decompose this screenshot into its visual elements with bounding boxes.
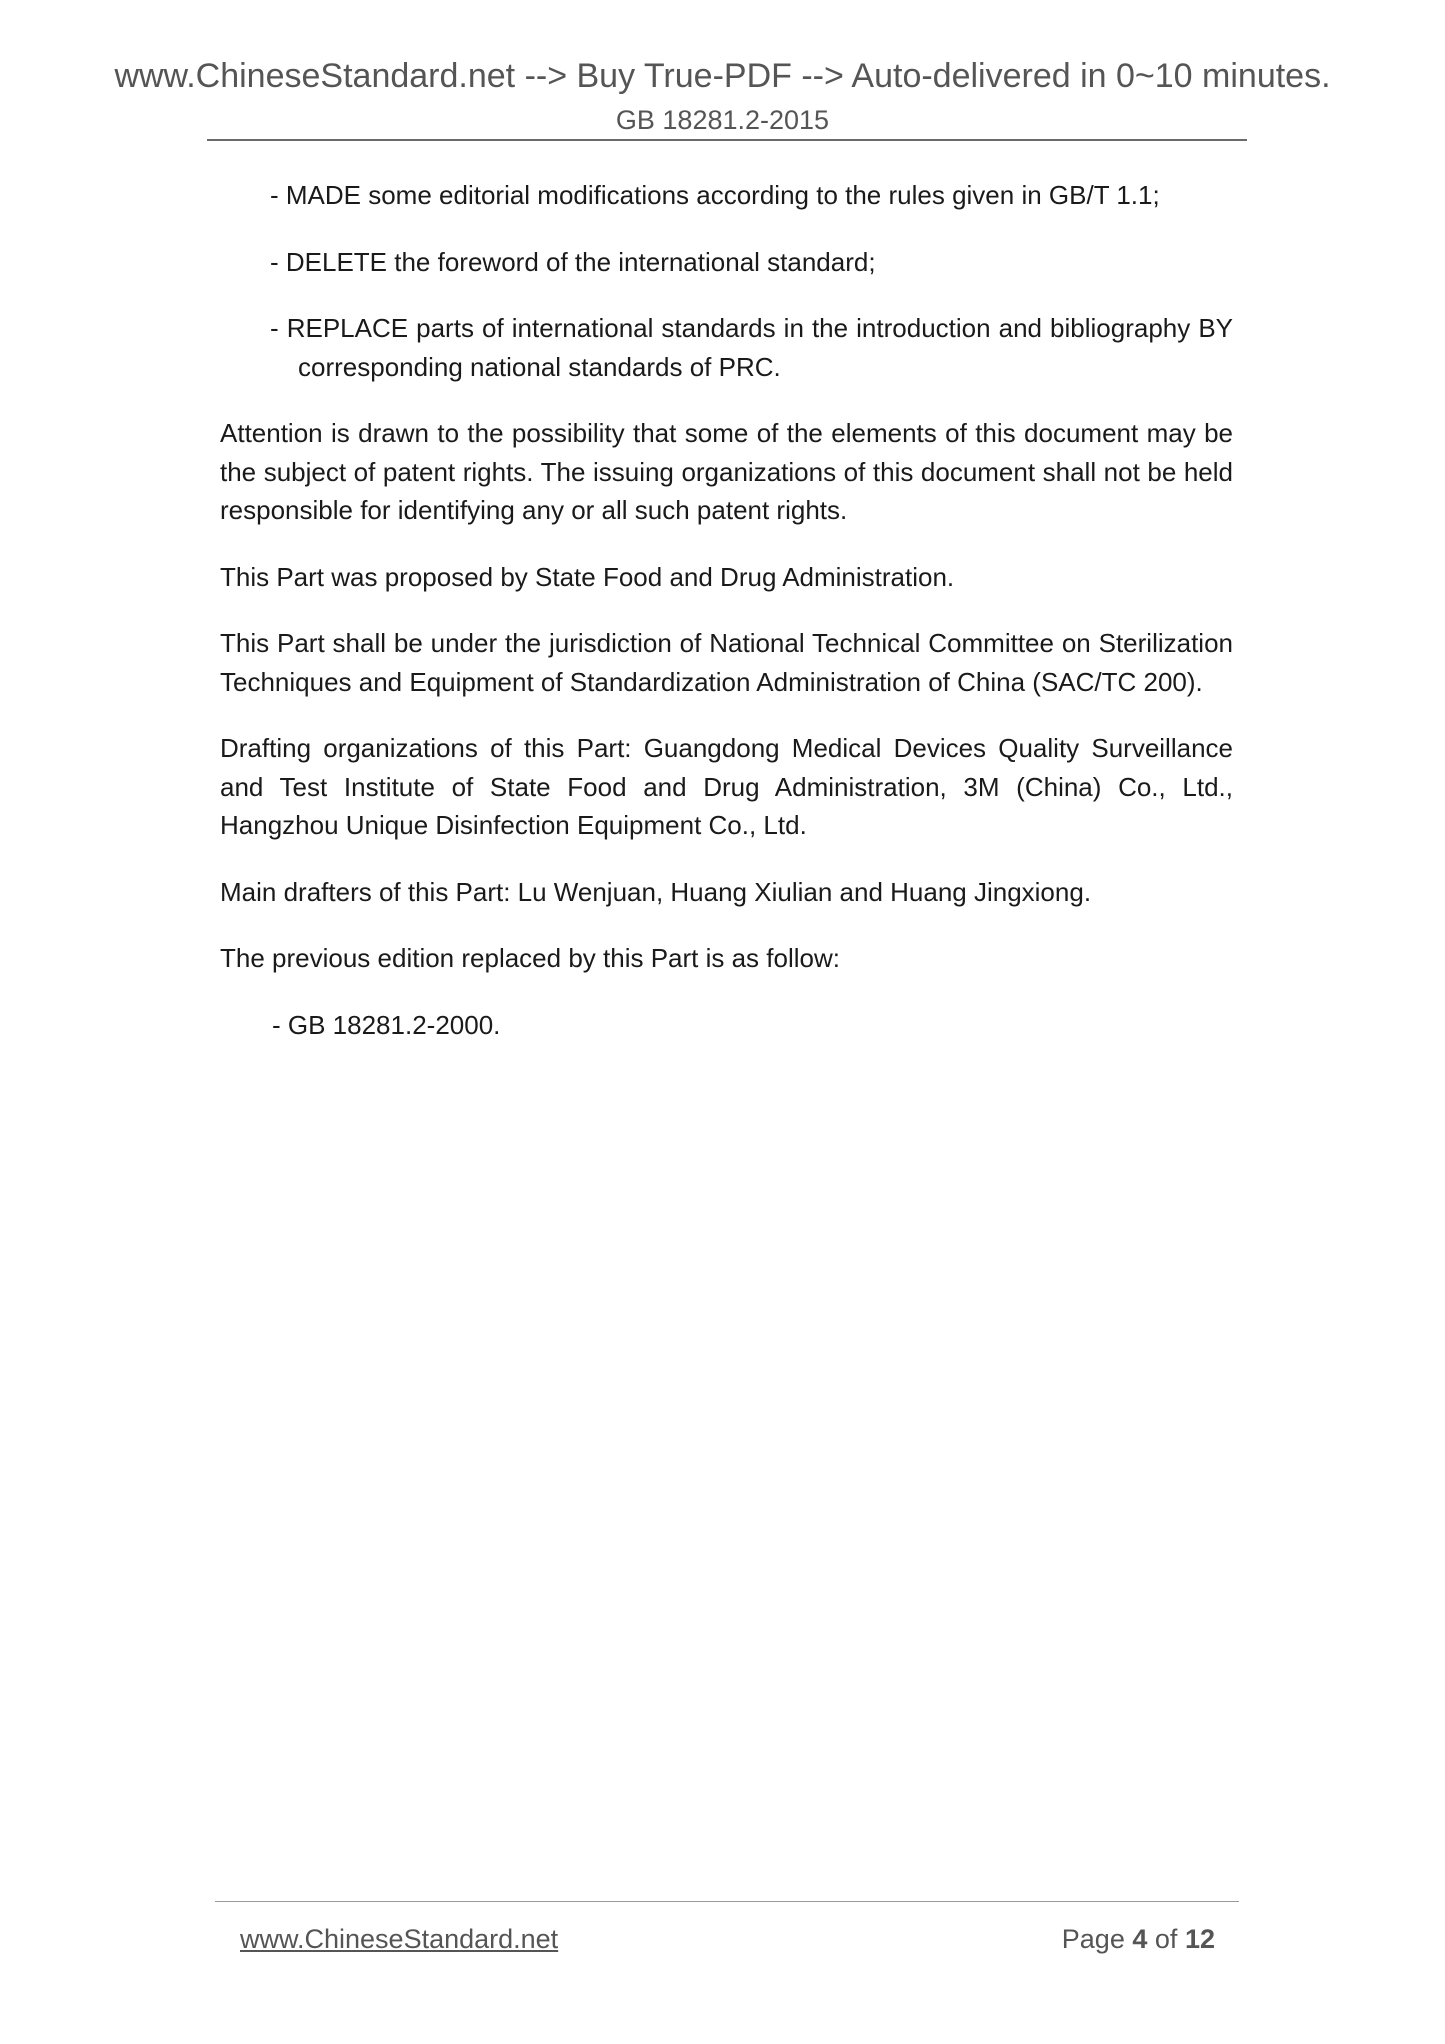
previous-edition-paragraph: The previous edition replaced by this Part is as follow: xyxy=(220,943,840,973)
page-total: 12 xyxy=(1184,1924,1215,1954)
page-prefix: Page xyxy=(1061,1924,1125,1954)
document-id: GB 18281.2-2015 xyxy=(615,105,830,135)
header-divider xyxy=(207,139,1247,141)
bullet-item: - GB 18281.2-2000. xyxy=(272,1009,501,1040)
drafting-organizations-paragraph: Drafting organizations of this Part: Guangdong Medical Devices Quality Surveillance and Test Institute of State Food and Drug Administration, 3M (China) Co., Ltd., Hangzhou Unique Disinfection Equipment Co., Ltd. xyxy=(220,733,1233,840)
footer-website-link[interactable]: www.ChineseStandard.net xyxy=(240,1924,559,1954)
page-indicator xyxy=(1062,1922,1215,1956)
bullet-item: - REPLACE parts of international standards in the introduction and bibliography BY corresponding national standards of PRC. xyxy=(270,313,1233,382)
footer-divider xyxy=(215,1901,1239,1902)
proposed-by-paragraph: This Part was proposed by State Food and Drug Administration. xyxy=(220,561,955,592)
bullet-item: - DELETE the foreword of the international standard; xyxy=(270,246,876,277)
document-body xyxy=(220,176,1233,1072)
header-banner[interactable]: www.ChineseStandard.net --> Buy True-PDF --> Auto-delivered in 0~10 minutes. xyxy=(114,57,1331,95)
jurisdiction-paragraph: This Part shall be under the jurisdiction of National Technical Committee on Sterilization Techniques and Equipment of Standardization Administration of China (SAC/TC 200). xyxy=(220,628,1233,697)
page-number: 4 xyxy=(1132,1924,1148,1954)
bullet-item: - MADE some editorial modifications according to the rules given in GB/T 1.1; xyxy=(270,180,1160,210)
main-drafters-paragraph: Main drafters of this Part: Lu Wenjuan, Huang Xiulian and Huang Jingxiong. xyxy=(220,876,1092,907)
page-of: of xyxy=(1154,1924,1178,1954)
patent-notice-paragraph: Attention is drawn to the possibility that some of the elements of this document may be the subject of patent rights. The issuing organizations of this document shall not be held responsible for identifying any or all such patent rights. xyxy=(220,418,1233,525)
